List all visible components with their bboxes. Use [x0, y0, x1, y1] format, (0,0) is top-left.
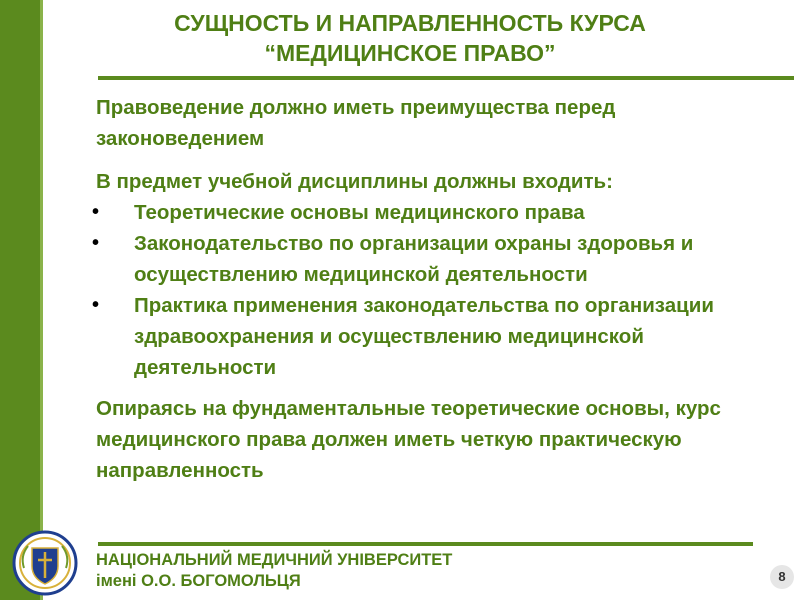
slide-title-line-2: “МЕДИЦИНСКОЕ ПРАВО” — [264, 40, 556, 66]
bullet-icon: • — [92, 232, 100, 254]
bullet-icon: • — [92, 294, 100, 316]
closing-text: Опираясь на фундаментальные теоретические основы, курс медицинского права должен иметь четкую практическую направленность — [96, 397, 721, 482]
university-name-line-2: імені О.О. БОГОМОЛЬЦЯ — [96, 572, 301, 590]
left-band-divider — [40, 0, 43, 600]
slide-title-line-1: СУЩНОСТЬ И НАПРАВЛЕННОСТЬ КУРСА — [174, 10, 646, 36]
footer-rule — [98, 542, 753, 546]
bullet-text: Теоретические основы медицинского права — [134, 201, 585, 224]
left-decorative-band — [0, 0, 40, 600]
statement-text: Правоведение должно иметь преимущества перед законоведением — [96, 96, 616, 150]
list-item — [92, 197, 786, 228]
bullet-list — [92, 197, 786, 383]
list-item — [92, 290, 786, 383]
bullet-icon: • — [92, 201, 100, 223]
intro-text: В предмет учебной дисциплины должны входить: — [96, 170, 613, 193]
list-item — [92, 228, 786, 290]
title-underline — [98, 76, 794, 80]
university-name-line-1: НАЦІОНАЛЬНИЙ МЕДИЧНИЙ УНІВЕРСИТЕТ — [96, 551, 453, 569]
slide-title — [60, 8, 760, 68]
page-number: 8 — [770, 565, 794, 589]
bullet-text: Практика применения законодательства по организации здравоохранения и осуществлению медицинской деятельности — [134, 294, 714, 379]
university-emblem-icon — [12, 530, 78, 596]
university-name — [96, 550, 452, 592]
bullet-text: Законодательство по организации охраны здоровья и осуществлению медицинской деятельности — [134, 232, 694, 286]
slide-body — [92, 92, 786, 486]
